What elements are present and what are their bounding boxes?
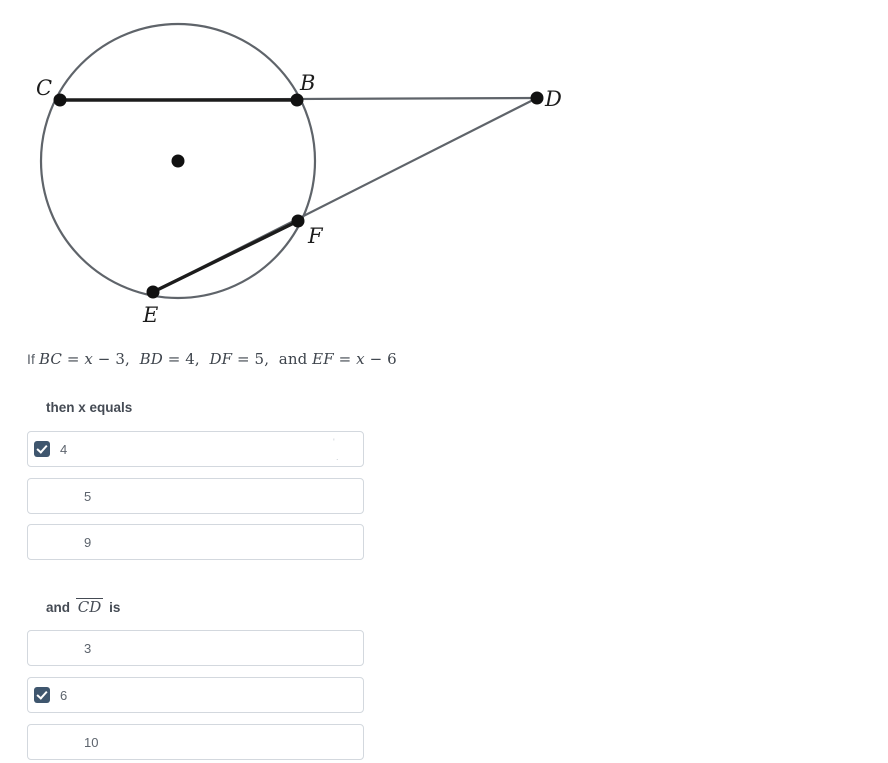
svg-text:F: F bbox=[308, 224, 323, 248]
svg-text:B: B bbox=[300, 71, 316, 95]
checkbox-icon[interactable] bbox=[34, 687, 50, 703]
option-label: 10 bbox=[84, 734, 99, 750]
option-cd-3[interactable] bbox=[27, 630, 364, 666]
question-lead-in: If bbox=[27, 351, 35, 367]
svg-text:D: D bbox=[545, 87, 562, 111]
svg-text:E: E bbox=[143, 303, 159, 327]
checkbox-placeholder[interactable] bbox=[34, 640, 50, 656]
geometry-figure bbox=[0, 0, 620, 340]
option-x-4[interactable] bbox=[27, 431, 364, 467]
option-cd-10[interactable] bbox=[27, 724, 364, 760]
question-given-math: BC = x − 3, BD = 4, DF = 5, and EF = x − 6 bbox=[38, 350, 397, 368]
svg-text:C: C bbox=[36, 76, 53, 100]
option-label: 5 bbox=[84, 488, 92, 504]
checkbox-placeholder[interactable] bbox=[34, 534, 50, 550]
option-label: 6 bbox=[60, 687, 68, 703]
checkbox-placeholder[interactable] bbox=[34, 488, 50, 504]
prompt-prefix: and bbox=[46, 600, 71, 615]
option-cd-6[interactable] bbox=[27, 677, 364, 713]
prompt-cd-is bbox=[46, 598, 120, 616]
option-label: 3 bbox=[84, 640, 92, 656]
decorative-mark: . bbox=[336, 452, 339, 462]
decorative-mark: ' bbox=[333, 437, 335, 447]
option-label: 4 bbox=[60, 441, 68, 457]
option-x-9[interactable] bbox=[27, 524, 364, 560]
prompt-suffix: is bbox=[109, 600, 121, 615]
option-x-5[interactable] bbox=[27, 478, 364, 514]
checkbox-placeholder[interactable] bbox=[34, 734, 50, 750]
checkbox-icon[interactable] bbox=[34, 441, 50, 457]
segment-cd: CD bbox=[77, 598, 102, 616]
option-label: 9 bbox=[84, 534, 92, 550]
question-statement bbox=[27, 350, 397, 368]
prompt-x-equals: then x equals bbox=[46, 400, 133, 415]
